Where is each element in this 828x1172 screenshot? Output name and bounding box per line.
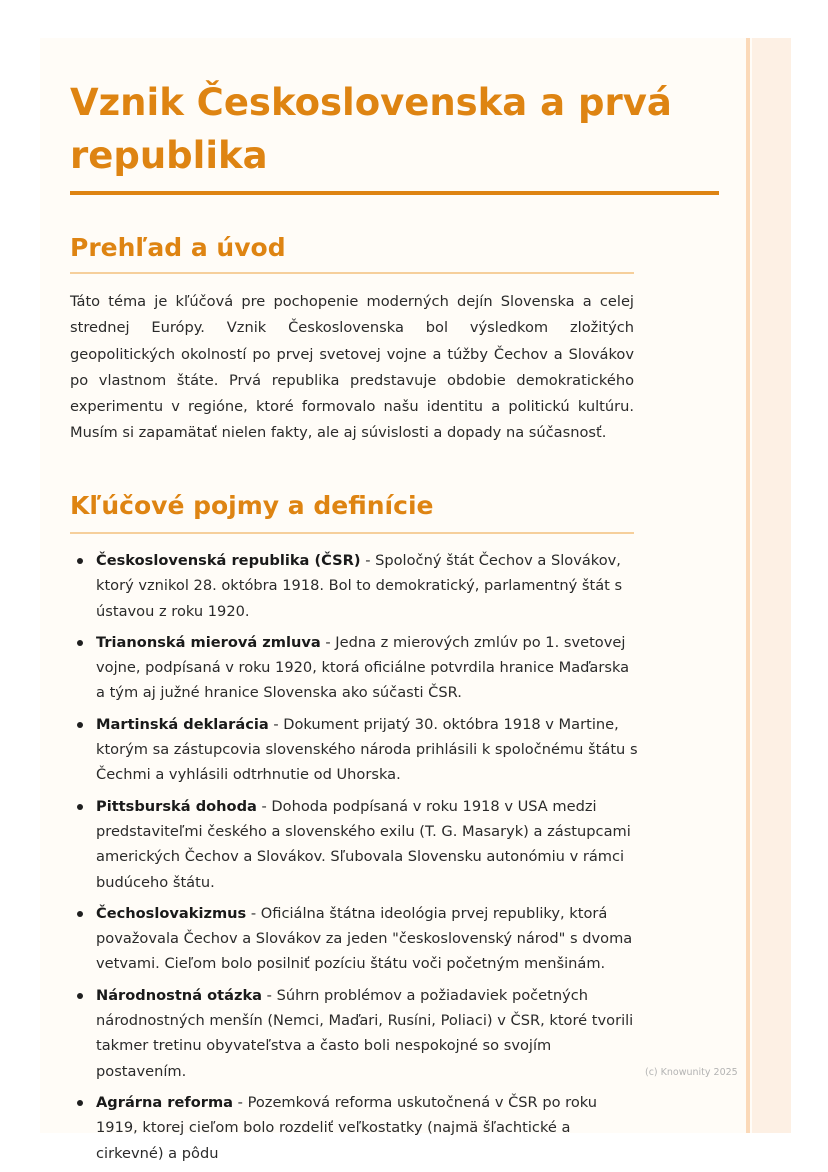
terms-list xyxy=(70,548,642,1172)
bullet-icon xyxy=(77,722,83,728)
section-divider-overview xyxy=(70,272,634,274)
bullet-icon xyxy=(77,993,83,999)
document-page xyxy=(40,38,791,1162)
overview-paragraph: Táto téma je kľúčová pre pochopenie moderných dejín Slovenska a celej strednej Európy. Vznik Československa bol výsledkom zložitých geopolitických okolností po prvej svetovej vojne a túžby Čechov a Slovákov po vlastnom štáte. Prvá republika predstavuje obdobie demokratického experimentu v regióne, ktoré formovalo našu identitu a politickú kultúru. Musím si zapamätať nielen fakty, ale aj súvislosti a dopady na súčasnosť. xyxy=(70,293,634,442)
term-name: Agrárna reforma xyxy=(96,1093,234,1111)
section-heading-terms: Kľúčové pojmy a definície xyxy=(70,491,434,520)
term-definition: - Spoločný štát Čechov a Slovákov, ktorý vznikol 28. októbra 1918. Bol to demokratický, parlamentný štát s ústavou z roku 1920. xyxy=(96,552,623,620)
term-definition: - Oficiálna štátna ideológia prvej republiky, ktorá považovala Čechov a Slovákov za jeden "československý národ" s dvoma vetvami. Cieľom bolo posilniť pozíciu štátu voči početným menšinám. xyxy=(96,904,633,973)
page-title: Vznik Československa a prvá republika xyxy=(70,81,672,177)
term-name: Československá republika (ČSR) xyxy=(96,552,361,569)
term-name: Národnostná otázka xyxy=(96,986,263,1004)
term-definition: - Súhrn problémov a požiadaviek početných národnostných menšín (Nemci, Maďari, Rusíni, Poliaci) v ČSR, ktoré tvorili takmer tretinu obyvateľstva a často boli nespokojné so svojím postavením. xyxy=(96,986,634,1080)
term-definition: - Dohoda podpísaná v roku 1918 v USA medzi predstaviteľmi českého a slovenského exilu (T. G. Masaryk) a zástupcami amerických Čechov a Slovákov. Sľubovala Slovensku autonómiu v rámci budúceho štátu. xyxy=(96,797,631,891)
section-divider-terms xyxy=(70,532,634,534)
term-name: Martinská deklarácia xyxy=(96,715,269,733)
right-margin-band xyxy=(752,38,791,1133)
term-definition: - Jedna z mierových zmlúv po 1. svetovej vojne, podpísaná v roku 1920, ktorá oficiálne potvrdila hranice Maďarska a tým aj južné hranice Slovenska ako súčasti ČSR. xyxy=(96,633,630,702)
term-definition: - Pozemková reforma uskutočnená v ČSR po roku 1919, ktorej cieľom bolo rozdeliť veľkostatky (najmä šľachtické a cirkevné) a pôdu xyxy=(96,1093,598,1162)
bullet-icon xyxy=(77,804,83,810)
bullet-icon xyxy=(77,640,83,646)
term-name: Čechoslovakizmus xyxy=(96,904,247,922)
list-item xyxy=(70,794,642,895)
list-item xyxy=(70,901,642,977)
title-divider xyxy=(70,191,719,195)
term-name: Pittsburská dohoda xyxy=(96,797,257,815)
term-definition: - Dokument prijatý 30. októbra 1918 v Martine, ktorým sa zástupcovia slovenského národa prihlásili k spoločnému štátu s Čechmi a vyhlásili odtrhnutie od Uhorska. xyxy=(96,715,638,784)
copyright-footer: (c) Knowunity 2025 xyxy=(645,1067,738,1078)
list-item xyxy=(70,712,642,788)
list-item xyxy=(70,630,642,706)
section-heading-overview: Prehľad a úvod xyxy=(70,233,286,262)
bullet-icon xyxy=(77,558,83,564)
list-item xyxy=(70,548,642,624)
term-name: Trianonská mierová zmluva xyxy=(96,633,321,651)
list-item xyxy=(70,1090,642,1166)
list-item xyxy=(70,983,642,1084)
margin-line xyxy=(746,38,750,1133)
bullet-icon xyxy=(77,911,83,917)
bullet-icon xyxy=(77,1100,83,1106)
